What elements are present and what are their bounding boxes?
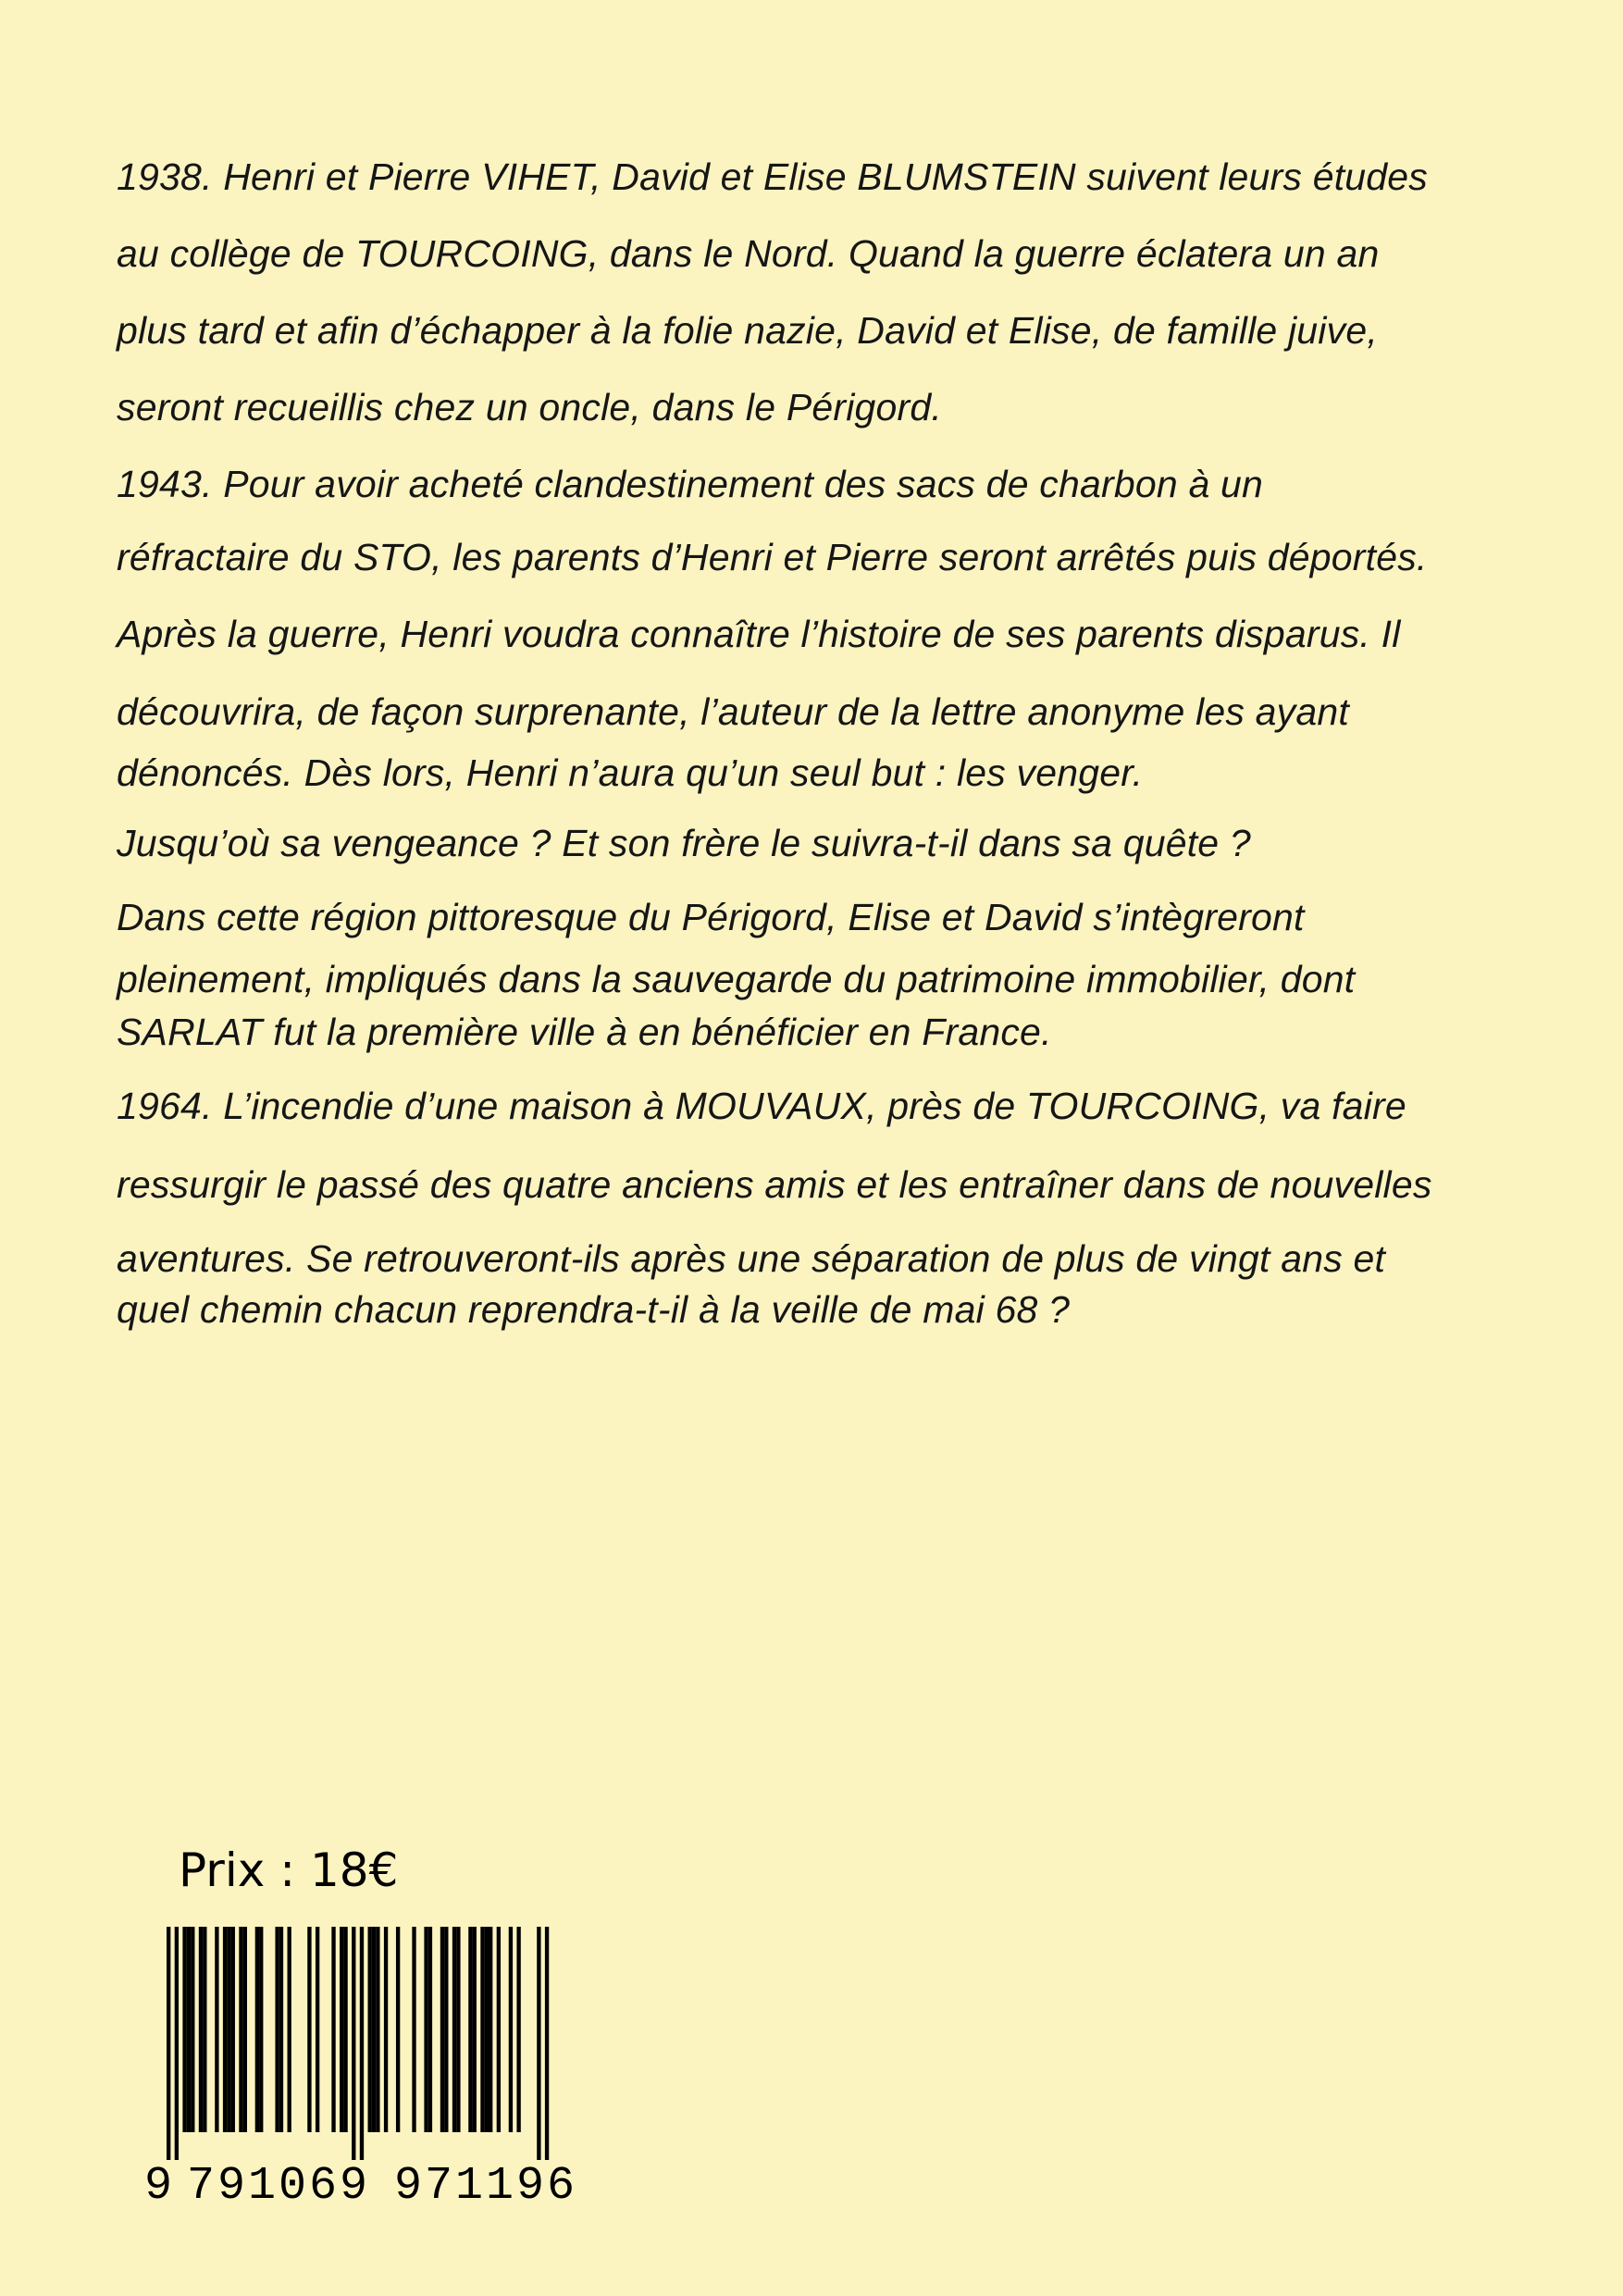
- barcode-bar: [384, 1927, 388, 2132]
- barcode-bar: [456, 1927, 460, 2132]
- barcode-bar: [288, 1927, 291, 2132]
- price-label: Prix : 18€: [179, 1843, 399, 1897]
- barcode-bar: [182, 1927, 186, 2132]
- barcode-bar: [545, 1927, 549, 2160]
- barcode-bar: [259, 1927, 263, 2132]
- summary-line: seront recueillis chez un oncle, dans le Périgord.: [117, 386, 942, 428]
- barcode-bar: [191, 1927, 194, 2132]
- barcode-bar: [537, 1927, 540, 2160]
- barcode-bar: [376, 1927, 379, 2132]
- barcode-bar: [360, 1927, 364, 2160]
- barcode-bar: [489, 1927, 492, 2132]
- barcode-bar: [279, 1927, 283, 2132]
- barcode-bars: [167, 1927, 549, 2160]
- barcode-bar: [223, 1927, 227, 2132]
- barcode-bar: [444, 1927, 448, 2132]
- barcode-bar: [440, 1927, 444, 2132]
- summary-line: aventures. Se retrouveront-ils après une séparation de plus de vingt ans et: [117, 1237, 1386, 1280]
- summary-line: réfractaire du STO, les parents d’Henri et Pierre seront arrêtés puis déportés.: [117, 536, 1428, 578]
- barcode-bar: [239, 1927, 242, 2132]
- barcode-bar: [227, 1927, 230, 2132]
- barcode-bar: [412, 1927, 415, 2132]
- barcode-bar: [343, 1927, 347, 2132]
- barcode-bar: [187, 1927, 191, 2132]
- barcode-bar: [331, 1927, 335, 2132]
- barcode-bar: [199, 1927, 203, 2132]
- barcode-bar: [255, 1927, 259, 2132]
- barcode-bar: [340, 1927, 343, 2132]
- summary-line: découvrira, de façon surprenante, l’auteur de la lettre anonyme les ayant: [117, 690, 1349, 733]
- barcode-bar: [473, 1927, 477, 2132]
- barcode-bar: [497, 1927, 501, 2132]
- barcode-bar: [396, 1927, 400, 2132]
- summary-line: quel chemin chacun reprendra-t-il à la veille de mai 68 ?: [117, 1288, 1071, 1331]
- barcode-bar: [428, 1927, 432, 2132]
- summary-line: dénoncés. Dès lors, Henri n’aura qu’un seul but : les venger.: [117, 751, 1144, 794]
- barcode-bar: [480, 1927, 484, 2132]
- barcode-bar: [368, 1927, 372, 2132]
- summary-line: ressurgir le passé des quatre anciens amis et les entraîner dans de nouvelles: [117, 1163, 1432, 1206]
- barcode-bar: [424, 1927, 427, 2132]
- barcode-bar: [485, 1927, 489, 2132]
- summary-line: Après la guerre, Henri voudra connaître l’histoire de ses parents disparus. Il: [117, 613, 1401, 655]
- summary-line: SARLAT fut la première ville à en bénéficier en France.: [117, 1011, 1052, 1053]
- summary-line: Jusqu’où sa vengeance ? Et son frère le suivra-t-il dans sa quête ?: [117, 822, 1251, 864]
- barcode-digits-left: 791069: [187, 2160, 371, 2204]
- barcode-bar: [243, 1927, 247, 2132]
- summary-line: 1943. Pour avoir acheté clandestinement des sacs de charbon à un: [117, 463, 1264, 505]
- summary-line: 1964. L’incendie d’une maison à MOUVAUX, près de TOURCOING, va faire: [117, 1085, 1406, 1127]
- barcode-bar: [372, 1927, 376, 2132]
- barcode-bar: [167, 1927, 170, 2160]
- isbn-barcode: [131, 1927, 613, 2204]
- barcode-bar: [352, 1927, 355, 2160]
- barcode-bar: [275, 1927, 279, 2132]
- summary-line: pleinement, impliqués dans la sauvegarde du patrimoine immobilier, dont: [117, 958, 1356, 1000]
- barcode-bar: [307, 1927, 311, 2132]
- summary-line: Dans cette région pittoresque du Périgord, Elise et David s’intègreront: [117, 896, 1305, 938]
- summary-line: au collège de TOURCOING, dans le Nord. Quand la guerre éclatera un an: [117, 232, 1380, 275]
- barcode-bar: [203, 1927, 206, 2132]
- barcode-digit-lead: 9: [144, 2160, 173, 2204]
- barcode-bar: [175, 1927, 179, 2160]
- barcode-bar: [316, 1927, 319, 2132]
- summary-line: plus tard et afin d’échapper à la folie nazie, David et Elise, de famille juive,: [117, 309, 1378, 352]
- barcode-bar: [452, 1927, 456, 2132]
- barcode-bar: [468, 1927, 472, 2132]
- summary-line: 1938. Henri et Pierre VIHET, David et Elise BLUMSTEIN suivent leurs études: [117, 155, 1429, 198]
- barcode-bar: [215, 1927, 218, 2132]
- barcode-bar: [509, 1927, 513, 2132]
- barcode-bar: [231, 1927, 235, 2132]
- barcode-bar: [516, 1927, 520, 2132]
- barcode-digits-right: 971196: [394, 2160, 578, 2204]
